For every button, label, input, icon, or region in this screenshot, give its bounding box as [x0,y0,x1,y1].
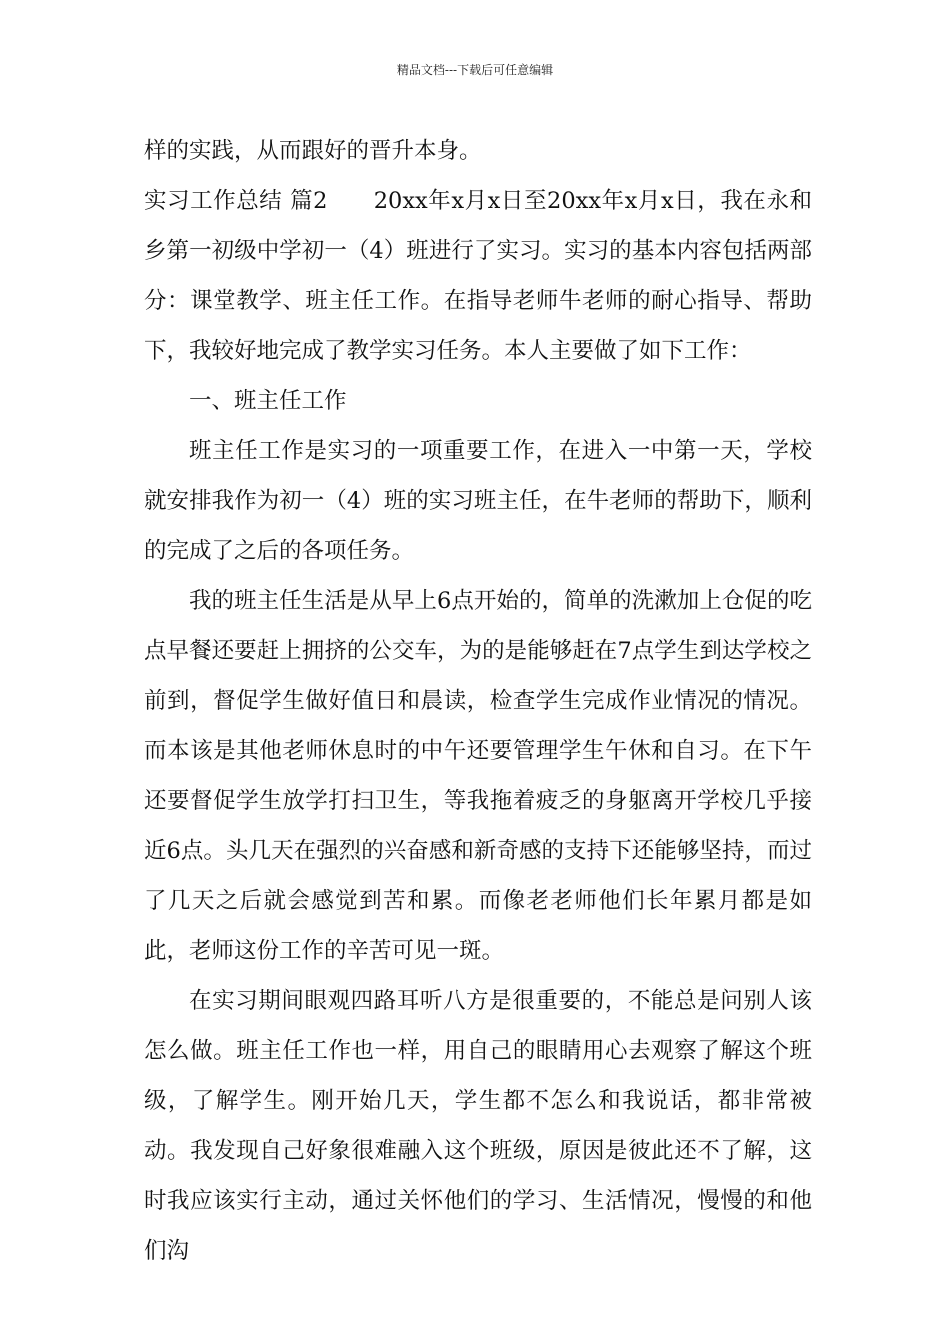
paragraph-observation: 在实习期间眼观四路耳听八方是很重要的，不能总是问别人该怎么做。班主任工作也一样，用自己的眼睛用心去观察了解这个班级，了解学生。刚开始几天，学生都不怎么和我说话，都非常被动。我发现自己好象很难融入这个班级，原因是彼此还不了解，这时我应该实行主动，通过关怀他们的学习、生活情况，慢慢的和他们沟 [144,988,812,1264]
paragraph-summary-intro [144,176,812,376]
summary-intro-text: 20xx年x月x日至20xx年x月x日，我在永和乡第一初级中学初一（4）班进行了实习。实习的基本内容包括两部分：课堂教学、班主任工作。在指导老师牛老师的耐心指导、帮助下，我较好地完成了教学实习任务。本人主要做了如下工作： [144,188,813,364]
paragraph-daily-routine: 我的班主任生活是从早上6点开始的，简单的洗漱加上仓促的吃点早餐还要赶上拥挤的公交车，为的是能够赶在7点学生到达学校之前到，督促学生做好值日和晨读，检查学生完成作业情况的情况。而本该是其他老师休息时的中午还要管理学生午休和自习。在下午还要督促学生放学打扫卫生，等我拖着疲乏的身躯离开学校几乎接近6点。头几天在强烈的兴奋感和新奇感的支持下还能够坚持，而过了几天之后就会感觉到苦和累。而像老老师他们长年累月都是如此，老师这份工作的辛苦可见一斑。 [144,588,812,964]
paragraph-continuation: 样的实践，从而跟好的晋升本身。 [144,138,482,164]
summary-heading: 实习工作总结 篇2 [144,188,328,214]
paragraph-class-teacher: 班主任工作是实习的一项重要工作，在进入一中第一天，学校就安排我作为初一（4）班的实习班主任，在牛老师的帮助下，顺利的完成了之后的各项任务。 [144,438,812,564]
section-heading: 一、班主任工作 [189,388,347,414]
page-header: 精品文档---下载后可任意编辑 [396,63,554,77]
document-body [144,126,812,1276]
